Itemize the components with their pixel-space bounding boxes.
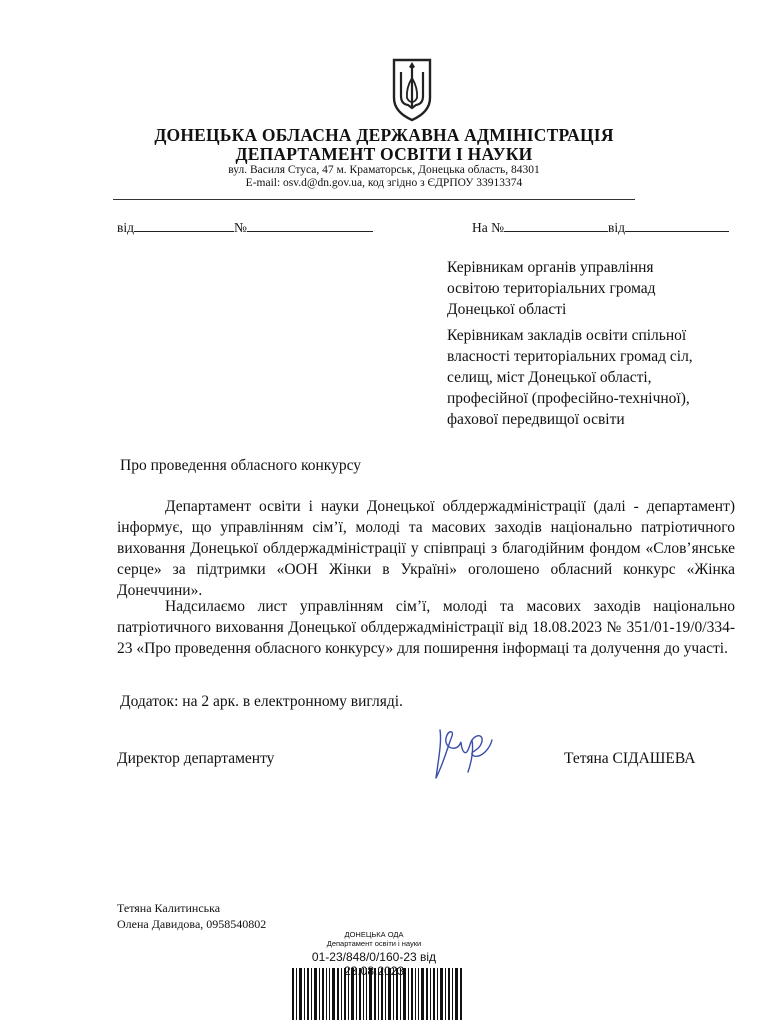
number-label: №	[234, 220, 247, 235]
recipient-line: Керівникам органів управління	[447, 259, 654, 276]
reply-date-blank	[625, 218, 729, 232]
email-line: E-mail: osv.d@dn.gov.ua, код згідно з ЄДРПОУ 33913374	[245, 177, 523, 189]
coat-of-arms-trident-icon	[388, 58, 436, 122]
date-blank	[134, 218, 234, 232]
recipient-line: професійної (професійно-технічної),	[447, 390, 690, 407]
executors	[117, 900, 266, 932]
reply-number-label: На №	[472, 220, 504, 235]
address-line: вул. Василя Стуса, 47 м. Краматорськ, Донецька область, 84301	[228, 164, 540, 176]
stamp-dept: Департамент освіти і науки	[326, 939, 422, 948]
from-label: від	[117, 220, 134, 235]
stamp-org: ДОНЕЦЬКА ОДА	[344, 930, 404, 939]
recipient-line: селищ, міст Донецької області,	[447, 369, 652, 386]
incoming-reference	[472, 218, 729, 236]
header-divider	[113, 199, 635, 200]
reply-date-label: від	[608, 220, 625, 235]
body-paragraph-1: Департамент освіти і науки Донецької облдержадміністрації (далі - департамент) інформує, що управлінням сім’ї, молоді та масових заходів національно патріотичного виховання Донецької облдержадміністрації у співпраці з благодійним фондом «Слов’янське серце» за підтримки «ООН Жінки в Україні» оголошено обласний конкурс «Жінка Донеччини».	[117, 498, 735, 599]
recipient-line: фахової передвищої освіти	[447, 411, 625, 428]
org-title: ДОНЕЦЬКА ОБЛАСНА ДЕРЖАВНА АДМІНІСТРАЦІЯ	[154, 125, 614, 145]
recipient-line: освітою територіальних громад	[447, 280, 656, 297]
number-blank	[247, 218, 373, 232]
recipient-line: Донецької області	[447, 301, 567, 318]
attachment-note: Додаток: на 2 арк. в електронному вигляді.	[120, 693, 403, 710]
signatory-position: Директор департаменту	[117, 750, 275, 767]
executor-line: Олена Давидова, 0958540802	[117, 917, 267, 931]
outgoing-reference	[117, 218, 373, 236]
reply-number-blank	[504, 218, 608, 232]
letter-subject: Про проведення обласного конкурсу	[120, 457, 362, 474]
department-title: ДЕПАРТАМЕНТ ОСВІТИ І НАУКИ	[235, 144, 533, 164]
stamp-reg-number: 01-23/848/0/160-23 від	[311, 950, 437, 964]
signatory-name: Тетяна СІДАШЕВА	[564, 750, 696, 767]
barcode-image	[292, 968, 462, 1020]
recipient-line: власності територіальних громад сіл,	[447, 348, 693, 365]
body-paragraph-2: Надсилаємо лист управлінням сім’ї, молоді та масових заходів національно патріотичного виховання Донецької облдержадміністрації від 18.08.2023 № 351/01-19/0/334-23 «Про проведення обласного конкурсу» для поширення інформаці та долучення до участі.	[117, 598, 735, 657]
recipient-block-1	[447, 257, 747, 320]
recipient-block-2	[447, 325, 747, 430]
handwritten-signature	[430, 722, 500, 784]
executor-line: Тетяна Калитинська	[117, 901, 221, 915]
recipient-line: Керівникам закладів освіти спільної	[447, 327, 687, 344]
